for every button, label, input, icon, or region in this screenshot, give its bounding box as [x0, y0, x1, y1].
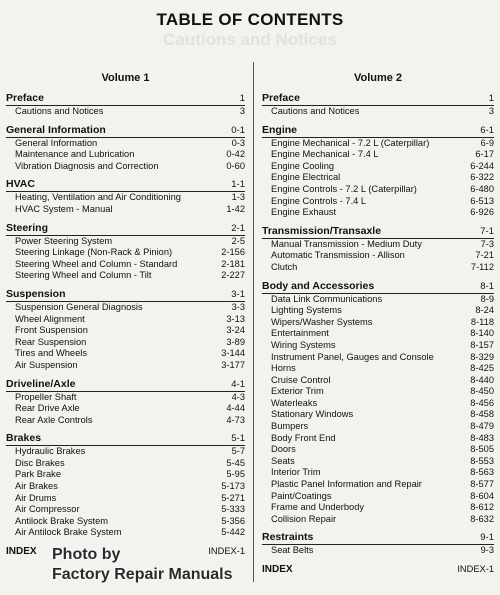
toc-entry [6, 516, 245, 528]
entry-label: Seats [271, 455, 295, 466]
section-page: 4-1 [231, 378, 245, 390]
toc-section [262, 124, 494, 219]
entry-label: Steering Linkage (Non-Rack & Pinion) [15, 247, 173, 258]
section-page: 3-1 [231, 288, 245, 300]
entry-page: 8-456 [470, 397, 494, 408]
entry-page: 3-24 [226, 325, 245, 336]
toc-entry [6, 314, 245, 326]
toc-entry [262, 138, 494, 150]
section-title: Driveline/Axle [6, 377, 76, 390]
entry-label: Steering Wheel and Column - Standard [15, 258, 178, 269]
toc-entry [6, 504, 245, 516]
toc-entry [6, 403, 245, 415]
toc-entry [6, 325, 245, 337]
entry-page: 8-118 [470, 316, 494, 327]
toc-entry [262, 363, 494, 375]
entry-page: 5-7 [231, 446, 245, 457]
entry-page: 3 [488, 106, 494, 116]
entry-page: 8-24 [475, 305, 494, 316]
entry-page: 8-440 [470, 374, 494, 385]
entry-label: Waterleaks [271, 397, 318, 408]
entry-label: Doors [271, 444, 296, 455]
toc-entry [262, 294, 494, 306]
entry-label: HVAC System - Manual [15, 203, 113, 214]
entry-label: Cautions and Notices [15, 106, 104, 116]
section-title: Preface [6, 92, 44, 104]
entry-label: Suspension General Diagnosis [15, 301, 143, 312]
toc-entry [262, 545, 494, 557]
entry-label: Air Antilock Brake System [15, 527, 122, 538]
entry-label: Cruise Control [271, 374, 331, 385]
entry-page: 8-563 [470, 467, 494, 478]
entry-label: Steering Wheel and Column - Tilt [15, 270, 152, 281]
entry-label: Antilock Brake System [15, 515, 109, 526]
entry-label: Rear Suspension [15, 336, 87, 347]
entry-page: 6-244 [470, 160, 494, 171]
toc-section [262, 225, 494, 274]
entry-page: 5-45 [226, 457, 245, 468]
toc-entry [262, 207, 494, 219]
toc-entry [262, 386, 494, 398]
toc-entry [262, 328, 494, 340]
entry-page: 8-505 [470, 444, 494, 455]
toc-entry [6, 204, 245, 216]
toc-entry [262, 250, 494, 262]
entry-label: Body Front End [271, 432, 336, 443]
toc-entry [6, 236, 245, 248]
index-page: INDEX-1 [457, 564, 494, 574]
entry-label: Engine Mechanical - 7.2 L (Caterpillar) [271, 137, 430, 148]
section-title: Engine [262, 123, 298, 136]
entry-label: Engine Cooling [271, 160, 335, 171]
volume-heading: Volume 1 [101, 72, 150, 84]
entry-page: 1-42 [226, 203, 245, 214]
entry-label: Front Suspension [15, 325, 88, 336]
section-page: 2-1 [231, 222, 245, 234]
toc-section [262, 92, 494, 118]
entry-page: 0-3 [231, 137, 245, 148]
toc-entry [6, 302, 245, 314]
entry-label: Hydraulic Brakes [15, 446, 86, 457]
entry-page: 5-95 [226, 469, 245, 480]
photo-watermark [52, 545, 233, 585]
toc-entry [262, 444, 494, 456]
entry-label: Propeller Shaft [15, 391, 77, 402]
toc-entry [6, 270, 245, 282]
entry-label: General Information [15, 137, 98, 148]
toc-entry [262, 317, 494, 329]
entry-page: 8-329 [470, 351, 494, 362]
section-heading [262, 225, 494, 239]
entry-label: Collision Repair [271, 513, 337, 524]
section-heading [262, 280, 494, 294]
section-heading [262, 92, 494, 106]
section-page: 5-1 [231, 433, 245, 445]
toc-section [6, 432, 245, 539]
entry-page: 5-333 [221, 504, 245, 515]
entry-page: 6-17 [475, 149, 494, 160]
toc-entry [6, 458, 245, 470]
entry-page: 6-9 [480, 137, 494, 148]
entry-page: 1-3 [231, 192, 245, 203]
entry-page: 3-13 [226, 313, 245, 324]
entry-page: 8-632 [470, 513, 494, 524]
section-title: Body and Accessories [262, 279, 375, 292]
watermark-line-1: Photo by [52, 546, 121, 563]
section-page: 7-1 [480, 225, 494, 237]
index-page: INDEX-1 [208, 546, 245, 557]
toc-entry [262, 172, 494, 184]
entry-page: 2-227 [221, 270, 245, 281]
entry-label: Rear Axle Controls [15, 414, 93, 425]
page-title: TABLE OF CONTENTS [156, 10, 344, 29]
section-title: Preface [262, 92, 300, 104]
entry-label: Frame and Underbody [271, 502, 365, 513]
entry-label: Interior Trim [271, 467, 321, 478]
toc-entry [262, 491, 494, 503]
toc-section [6, 92, 245, 118]
entry-label: Heating, Ventilation and Air Conditioning [15, 192, 181, 203]
section-title: Restraints [262, 531, 314, 544]
entry-page: 0-42 [226, 149, 245, 160]
entry-page: 3-89 [226, 336, 245, 347]
entry-page: 6-322 [470, 172, 494, 183]
toc-entry [262, 352, 494, 364]
section-title: Brakes [6, 432, 42, 445]
section-heading [6, 378, 245, 392]
section-title: General Information [6, 123, 106, 136]
entry-label: Manual Transmission - Medium Duty [271, 238, 422, 249]
entry-page: 4-73 [226, 414, 245, 425]
entry-label: Plastic Panel Information and Repair [271, 479, 422, 490]
entry-label: Automatic Transmission - Allison [271, 250, 405, 261]
toc-entry [6, 138, 245, 150]
entry-label: Wipers/Washer Systems [271, 316, 373, 327]
volume-2-column [262, 70, 494, 576]
entry-label: Engine Controls - 7.4 L [271, 195, 367, 206]
entry-page: 7-3 [480, 238, 494, 249]
section-title: HVAC [6, 178, 35, 191]
section-heading [262, 124, 494, 138]
toc-entry [262, 375, 494, 387]
entry-page: 5-271 [221, 492, 245, 503]
toc-entry [262, 421, 494, 433]
entry-label: Park Brake [15, 469, 61, 480]
entry-label: Air Drums [15, 492, 57, 503]
section-page: 9-1 [480, 532, 494, 544]
section-page: 6-1 [480, 124, 494, 136]
entry-label: Engine Exhaust [271, 207, 337, 218]
toc-entry [262, 456, 494, 468]
toc-entry [262, 398, 494, 410]
entry-page: 3-3 [231, 301, 245, 312]
toc-entry [262, 106, 494, 118]
toc-entry [6, 259, 245, 271]
toc-entry [262, 514, 494, 526]
entry-label: Rear Drive Axle [15, 403, 80, 414]
toc-section [262, 280, 494, 526]
entry-page: 5-173 [221, 481, 245, 492]
entry-page: 8-553 [470, 455, 494, 466]
section-heading [6, 222, 245, 236]
toc-entry [262, 196, 494, 208]
entry-page: 8-9 [480, 293, 494, 304]
entry-page: 8-612 [470, 502, 494, 513]
entry-label: Cautions and Notices [271, 106, 360, 116]
index-entry [262, 563, 494, 576]
toc-entry [6, 106, 245, 118]
entry-label: Clutch [271, 261, 298, 272]
section-list [6, 92, 245, 539]
toc-entry [262, 502, 494, 514]
entry-page: 0-60 [226, 160, 245, 171]
toc-entry [6, 337, 245, 349]
entry-label: Power Steering System [15, 235, 113, 246]
entry-page: 2-156 [221, 247, 245, 258]
section-page: 0-1 [231, 124, 245, 136]
entry-label: Seat Belts [271, 545, 314, 556]
entry-label: Wiring Systems [271, 339, 336, 350]
entry-page: 8-140 [470, 328, 494, 339]
entry-page: 8-450 [470, 386, 494, 397]
entry-label: Data Link Communications [271, 293, 383, 304]
section-heading [6, 92, 245, 106]
index-label: INDEX [262, 564, 293, 575]
entry-page: 6-480 [470, 183, 494, 194]
toc-entry [6, 392, 245, 404]
entry-label: Disc Brakes [15, 457, 65, 468]
section-title: Transmission/Transaxle [262, 224, 382, 237]
entry-label: Engine Controls - 7.2 L (Caterpillar) [271, 183, 417, 194]
entry-page: 7-112 [470, 261, 494, 272]
toc-entry [6, 527, 245, 539]
section-heading [262, 531, 494, 545]
toc-entry [262, 409, 494, 421]
entry-label: Wheel Alignment [15, 313, 85, 324]
toc-section [262, 531, 494, 557]
entry-page: 3 [239, 106, 245, 116]
toc-entry [262, 161, 494, 173]
entry-label: Air Brakes [15, 481, 58, 492]
entry-label: Tires and Wheels [15, 348, 87, 359]
entry-page: 9-3 [480, 545, 494, 556]
section-title: Suspension [6, 287, 66, 300]
section-title: Steering [6, 221, 49, 234]
entry-page: 2-5 [231, 235, 245, 246]
entry-label: Engine Mechanical - 7.4 L [271, 149, 379, 160]
section-page: 1 [239, 93, 245, 104]
entry-page: 6-926 [470, 207, 494, 218]
entry-label: Exterior Trim [271, 386, 324, 397]
section-page: 1 [488, 93, 494, 104]
entry-page: 2-181 [221, 258, 245, 269]
entry-page: 8-483 [470, 432, 494, 443]
toc-entry [262, 479, 494, 491]
toc-entry [6, 192, 245, 204]
entry-label: Stationary Windows [271, 409, 354, 420]
toc-entry [262, 262, 494, 274]
toc-entry [6, 360, 245, 372]
entry-page: 8-479 [470, 421, 494, 432]
entry-label: Air Compressor [15, 504, 80, 515]
toc-entry [6, 348, 245, 360]
entry-page: 8-157 [470, 339, 494, 350]
toc-section [6, 124, 245, 173]
section-list [262, 92, 494, 557]
entry-page: 8-425 [470, 363, 494, 374]
entry-page: 4-44 [226, 403, 245, 414]
entry-label: Horns [271, 363, 296, 374]
entry-page: 8-577 [470, 479, 494, 490]
toc-entry [262, 433, 494, 445]
toc-entry [6, 161, 245, 173]
section-heading [6, 178, 245, 192]
entry-label: Maintenance and Lubrication [15, 149, 135, 160]
entry-page: 8-458 [470, 409, 494, 420]
entry-label: Instrument Panel, Gauges and Console [271, 351, 434, 362]
entry-label: Air Suspension [15, 359, 78, 370]
entry-label: Vibration Diagnosis and Correction [15, 160, 159, 171]
entry-label: Entertainment [271, 328, 329, 339]
toc-entry [262, 184, 494, 196]
toc-entry [262, 305, 494, 317]
toc-entry [262, 149, 494, 161]
section-page: 8-1 [480, 280, 494, 292]
toc-entry [262, 239, 494, 251]
entry-page: 5-356 [221, 515, 245, 526]
toc-entry [6, 247, 245, 259]
entry-page: 8-604 [470, 490, 494, 501]
toc-entry [262, 467, 494, 479]
section-heading [6, 124, 245, 138]
bleed-through-heading: Cautions and Notices [163, 30, 337, 49]
index-label: INDEX [6, 546, 37, 558]
toc-section [6, 378, 245, 427]
toc-section [6, 222, 245, 282]
entry-page: 5-442 [221, 527, 245, 538]
section-page: 1-1 [231, 179, 245, 191]
volume-1-column [6, 70, 245, 558]
entry-label: Paint/Coatings [271, 490, 332, 501]
volume-heading: Volume 2 [353, 72, 403, 84]
column-divider [253, 62, 254, 582]
entry-page: 7-21 [475, 250, 494, 261]
entry-label: Lighting Systems [271, 305, 342, 316]
entry-page: 4-3 [231, 391, 245, 402]
entry-label: Bumpers [271, 421, 309, 432]
entry-label: Engine Electrical [271, 172, 341, 183]
toc-entry [262, 340, 494, 352]
toc-section [6, 178, 245, 215]
toc-entry [6, 149, 245, 161]
toc-entry [6, 446, 245, 458]
toc-entry [6, 415, 245, 427]
section-heading [6, 288, 245, 302]
toc-section [6, 288, 245, 372]
toc-entry [6, 481, 245, 493]
toc-entry [6, 469, 245, 481]
entry-page: 6-513 [470, 195, 494, 206]
watermark-line-2: Factory Repair Manuals [52, 566, 233, 583]
section-heading [6, 432, 245, 446]
toc-entry [6, 493, 245, 505]
entry-page: 3-144 [221, 348, 245, 359]
entry-page: 3-177 [221, 359, 245, 370]
